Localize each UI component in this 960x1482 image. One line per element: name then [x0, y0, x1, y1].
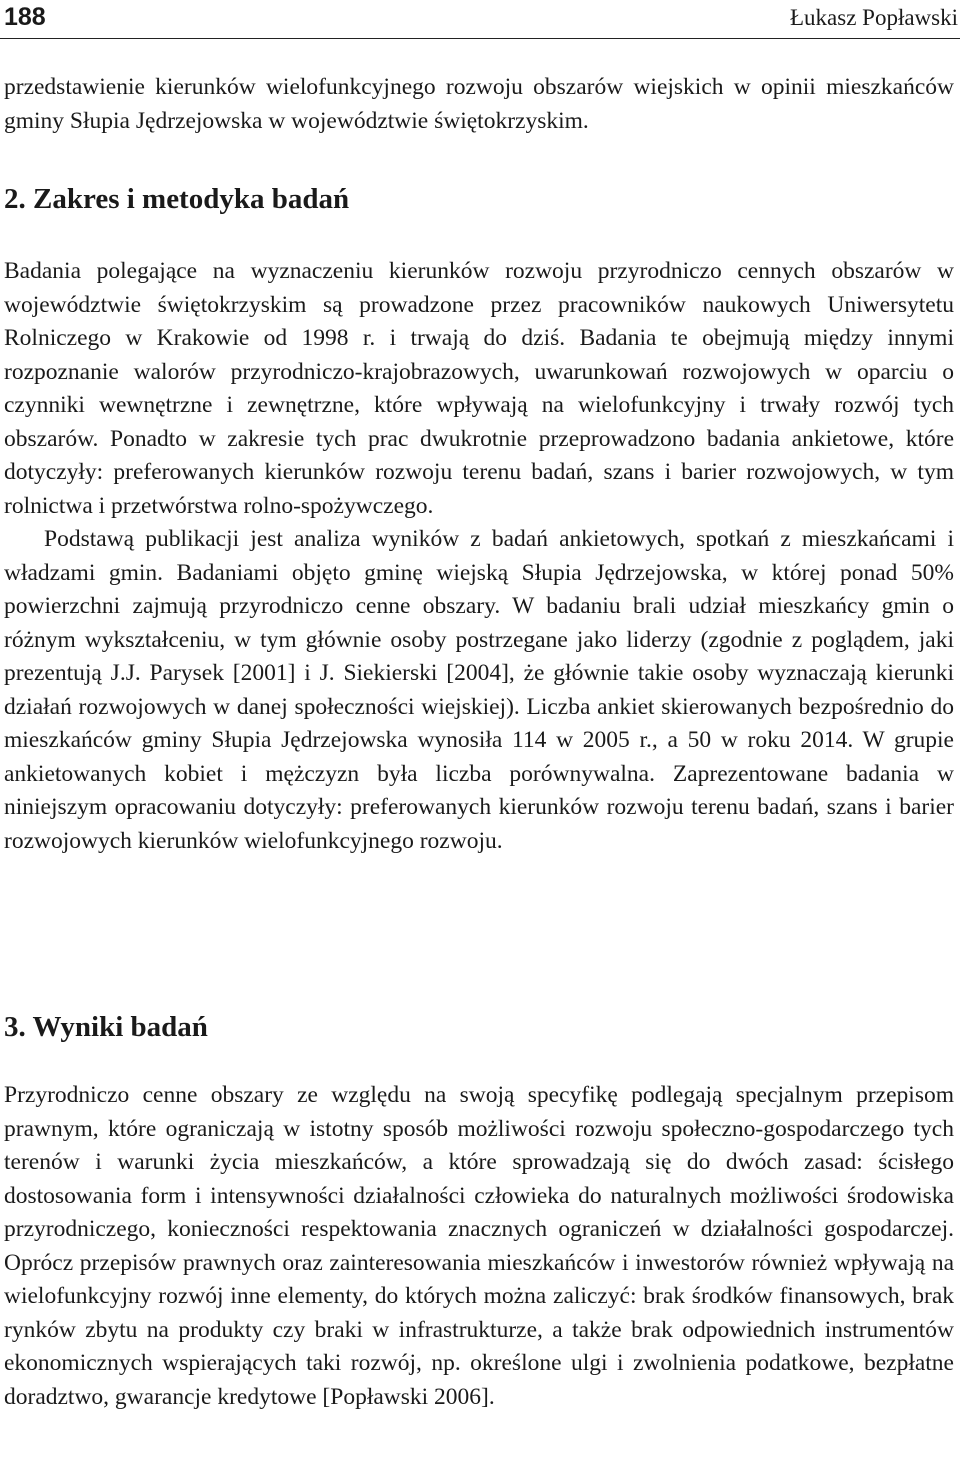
intro-text: przedstawienie kierunków wielofunkcyjnego rozwoju obszarów wiejskich w opinii mieszkańców gminy Słupia Jędrzejowska w województwie świętokrzyskim. [4, 74, 954, 134]
intro-paragraph [4, 71, 954, 138]
section-2-paragraph-1: Badania polegające na wyznaczeniu kierunków rozwoju przyrodniczo cennych obszarów w województwie świętokrzyskim są prowadzone przez pracowników naukowych Uniwersytetu Rolniczego w Krakowie od 1998 r. i trwają do dziś. Badania te obejmują między innymi rozpoznanie walorów przyrodniczo-krajobrazowych, uwarunkowań rozwojowych w oparciu o czynniki wewnętrzne i zewnętrzne, które wpływają na wielofunkcyjny i trwały rozwój tych obszarów. Ponadto w zakresie tych prac dwukrotnie przeprowadzono badania ankietowe, które dotyczyły: preferowanych kierunków rozwoju terenu badań, szans i barier rozwojowych, w tym rolnictwa i przetwórstwa rolno-spożywczego. [4, 258, 954, 519]
page-header [0, 0, 960, 39]
section-2-body [4, 255, 954, 858]
page-number: 188 [4, 3, 46, 31]
section-3-paragraph-1: Przyrodniczo cenne obszary ze względu na swoją specyfikę podlegają specjalnym przepisom prawnym, które ograniczają w istotny sposób możliwości rozwoju społeczno-gospodarczego tych terenów i warunki życia mieszkańców, a które sprowadzają się do dwóch zasad: ścisłego dostosowania form i intensywności działalności człowieka do naturalnych możliwości środowiska przyrodniczego, konieczności respektowania znacznych ograniczeń w działalności gospodarczej. Oprócz przepisów prawnych oraz zainteresowania mieszkańców i inwestorów również wpływają na wielofunkcyjny rozwój inne elementy, do których można zaliczyć: brak środków finansowych, brak rynków zbytu na produkty czy braki w infrastrukturze, a także brak odpowiednich instrumentów ekonomicznych wspierających taki rozwój, np. określone ulgi i zwolnienia podatkowe, bezpłatne doradztwo, gwarancje kredytowe [Popławski 2006]. [4, 1082, 954, 1410]
section-3-heading: 3. Wyniki badań [4, 1011, 208, 1043]
section-2-paragraph-2: Podstawą publikacji jest analiza wyników z badań ankietowych, spotkań z mieszkańcami i władzami gmin. Badaniami objęto gminę wiejską Słupia Jędrzejowska, w której ponad 50% powierzchni zajmują przyrodniczo cenne obszary. W badaniu brali udział mieszkańcy gmin o różnym wykształceniu, w tym głównie osoby postrzegane jako liderzy (zgodnie z poglądem, jaki prezentują J.J. Parysek [2001] i J. Siekierski [2004], że głównie takie osoby wyznaczają kierunki działań rozwojowych w danej społeczności wiejskiej). Liczba ankiet skierowanych bezpośrednio do mieszkańców gminy Słupia Jędrzejowska wynosiła 114 w 2005 r., a 50 w roku 2014. W grupie ankietowanych kobiet i mężczyzn była liczba porównywalna. Zaprezentowane badania w niniejszym opracowaniu dotyczyły: preferowanych kierunków rozwoju terenu badań, szans i barier rozwojowych kierunków wielofunkcyjnego rozwoju. [4, 526, 954, 854]
section-2-heading: 2. Zakres i metodyka badań [4, 183, 350, 215]
running-author: Łukasz Popławski [789, 5, 958, 30]
section-3-body [4, 1079, 954, 1414]
